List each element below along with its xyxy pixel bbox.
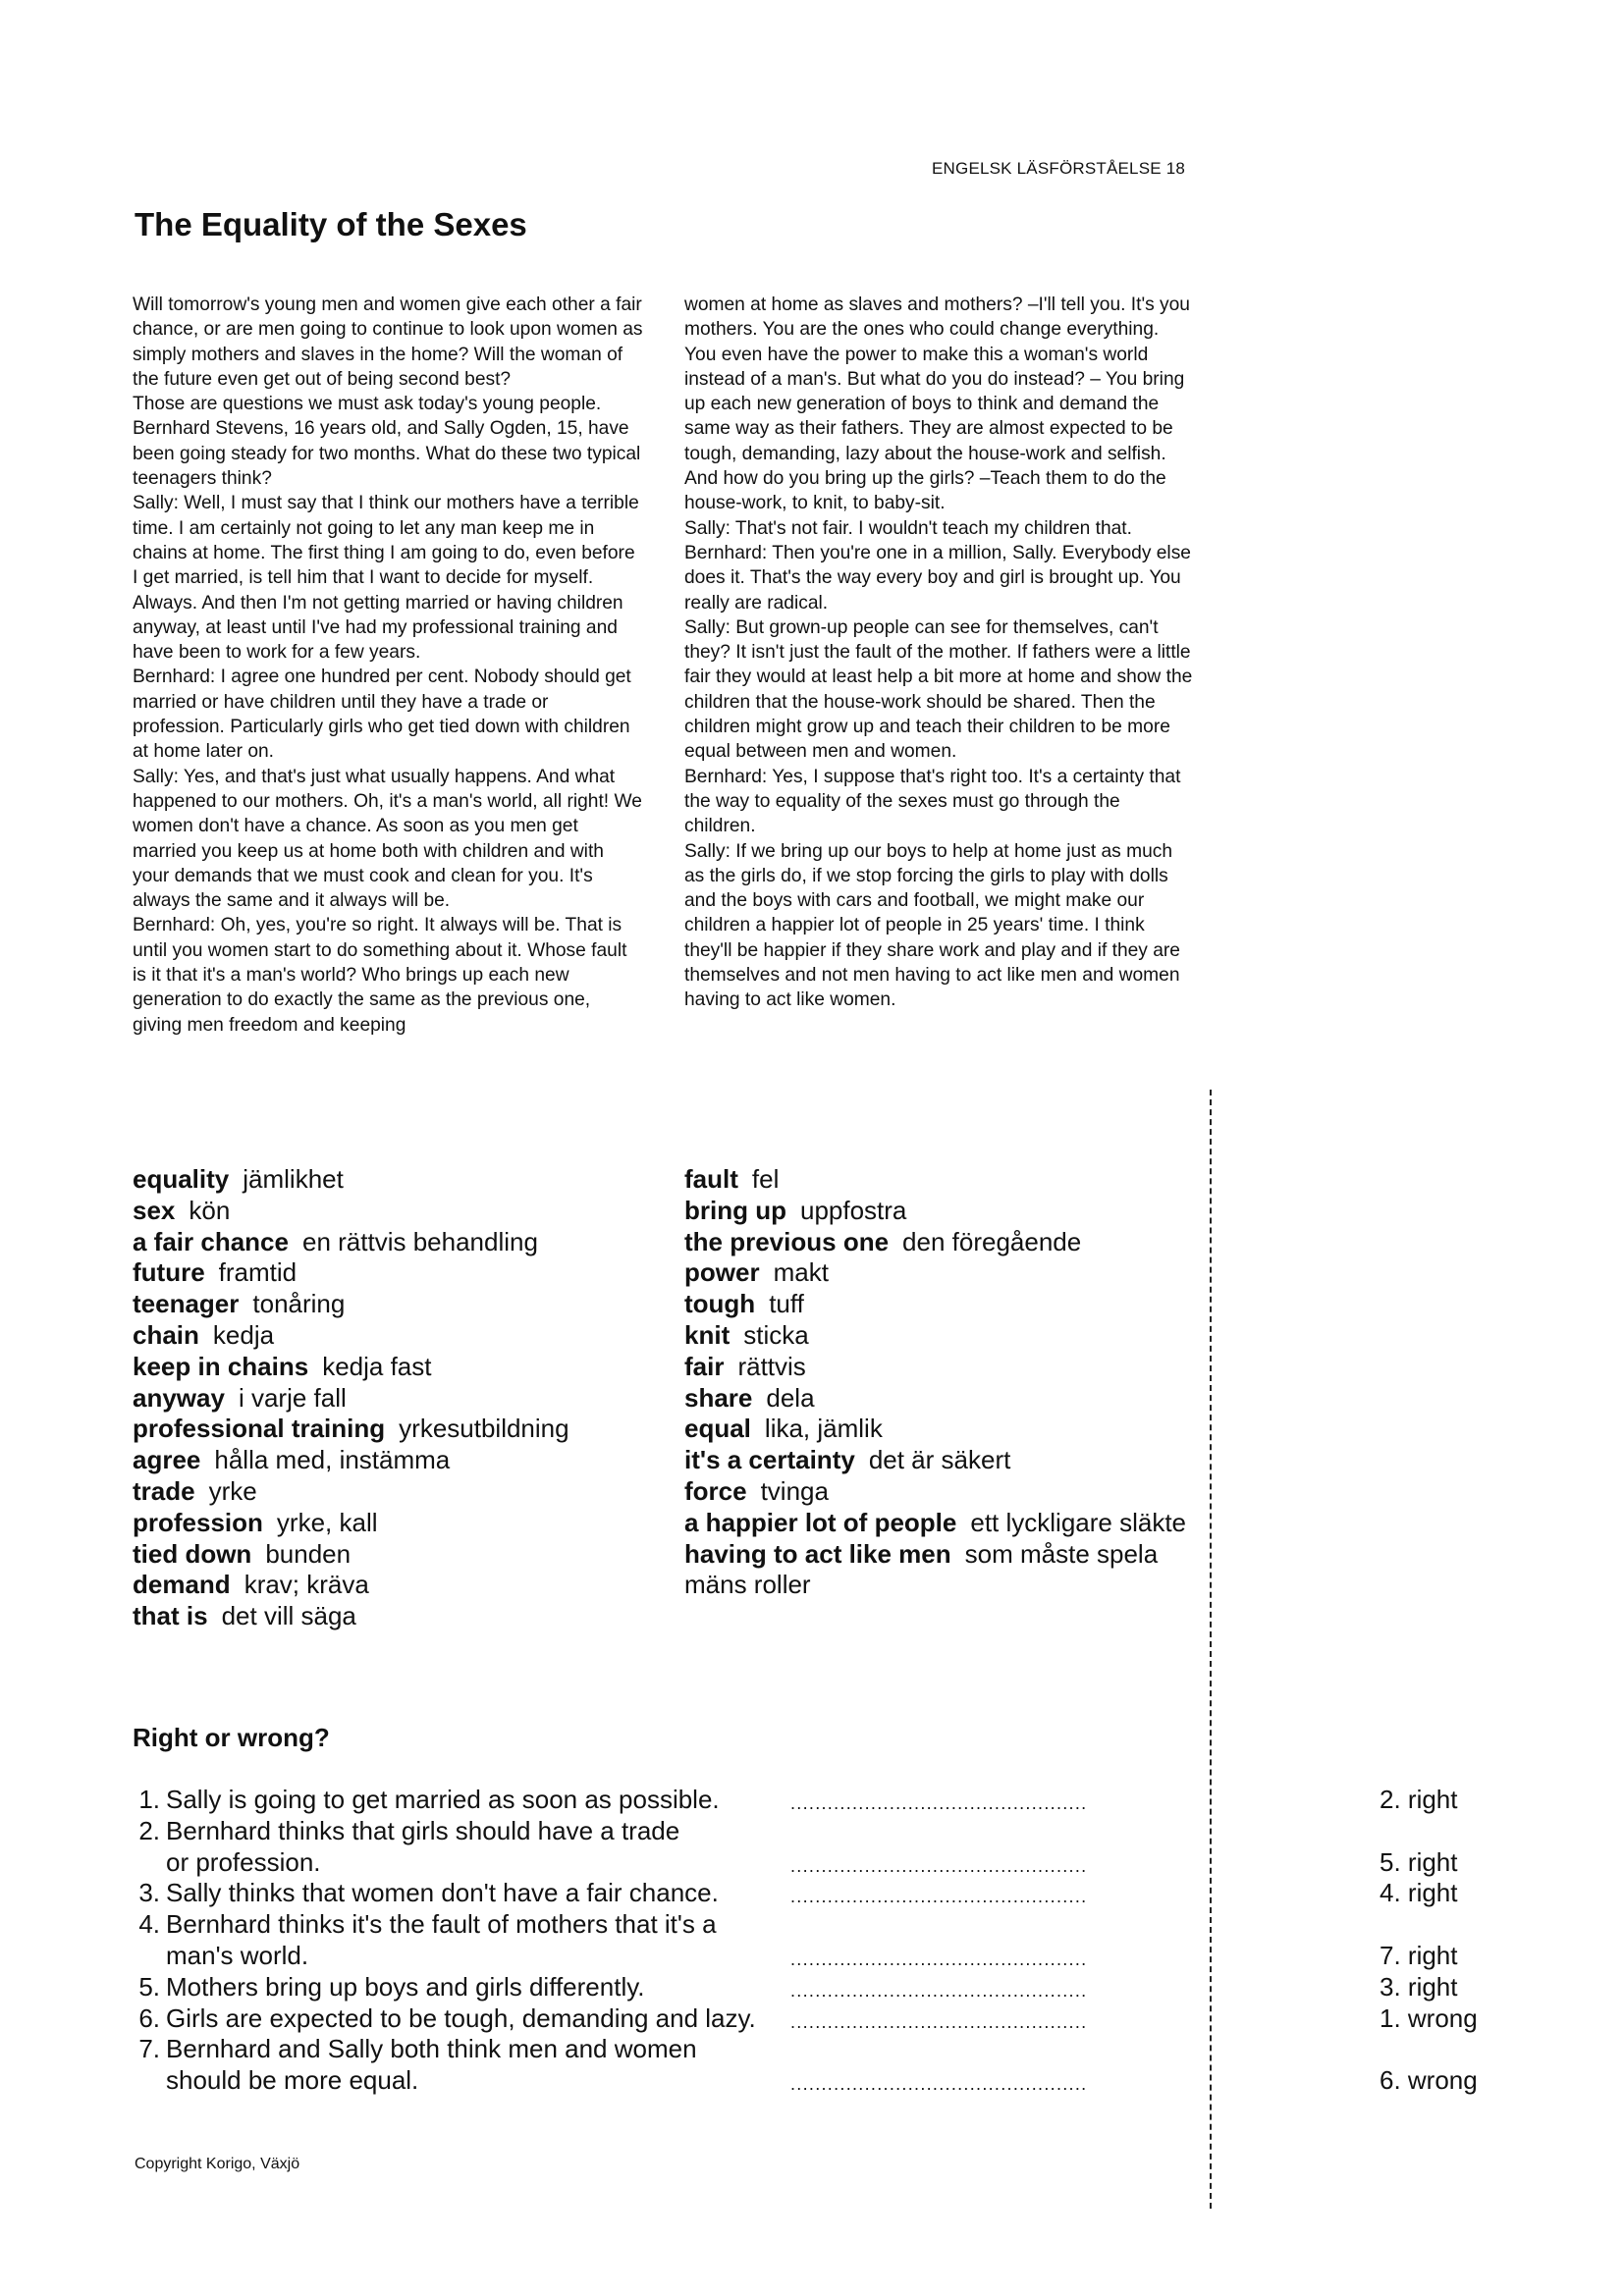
vocab-entry (133, 1508, 663, 1539)
vocab-term: knit (684, 1319, 731, 1350)
vocab-term: the previous one (684, 1226, 890, 1256)
question-text: man's world. (166, 1940, 309, 1970)
question-row (133, 1816, 1488, 1847)
vocab-definition: yrkesutbildning (399, 1414, 569, 1444)
answer-blank[interactable]: ................................................ (790, 1980, 1088, 2001)
question-number: 3. (138, 1878, 160, 1908)
question-row (133, 1847, 1488, 1879)
vocab-entry (133, 1196, 663, 1227)
vocab-term: agree (133, 1445, 201, 1475)
page-header: ENGELSK LÄSFÖRSTÅELSE 18 (932, 159, 1186, 178)
vocab-definition: fel (751, 1164, 780, 1194)
question-row (133, 2003, 1488, 2035)
question-row (133, 2034, 1488, 2065)
paragraph: Sally: But grown-up people can see for themselves, can't they? It isn't just the fault of the mother. If fathers were a little fair they would at least help a bit more at home and show the children that the house-work should be shared. Then the children might grow up and teach their children to be more equal between men and women. (684, 616, 1193, 763)
vocab-entry (133, 1227, 663, 1258)
vocab-definition: dela (766, 1382, 815, 1413)
vocab-definition: sticka (743, 1319, 809, 1350)
answer-blank[interactable]: ................................................ (790, 2074, 1088, 2095)
vocab-term: tough (684, 1289, 756, 1319)
paragraph: Those are questions we must ask today's young people. Bernhard Stevens, 16 years old, and Sally Ogden, 15, have been going steady for two months. What do these two typical teenagers think? (133, 394, 641, 490)
vocab-term: professional training (133, 1414, 386, 1444)
vocab-entry (133, 1383, 663, 1415)
vocab-term: having to act like men (684, 1538, 951, 1569)
vocab-definition: uppfostra (799, 1195, 907, 1225)
vocabulary-list-right (684, 1164, 1215, 1601)
vocab-entry (133, 1164, 663, 1196)
answer-key: 2. right (1380, 1785, 1458, 1814)
vocab-term: demand (133, 1570, 231, 1600)
paragraph: Sally: If we bring up our boys to help at home just as much as the girls do, if we stop forcing the girls to play with dolls and the boys with cars and football, we might make our children a happier lot of people in 25 years' time. I think they'll be happier if they share work and play and if they are themselves and not men having to act like men and women having to act like women. (684, 840, 1180, 1011)
vocab-term: future (133, 1257, 205, 1288)
question-text: Girls are expected to be tough, demanding and lazy. (166, 2002, 756, 2033)
vocab-term: it's a certainty (684, 1445, 855, 1475)
vocab-entry (133, 1570, 663, 1601)
page-title: The Equality of the Sexes (135, 206, 527, 242)
vocab-definition: krav; kräva (244, 1570, 369, 1600)
answer-key: 7. right (1380, 1940, 1458, 1970)
question-row (133, 1878, 1488, 1909)
paragraph: Bernhard: Then you're one in a million, Sally. Everybody else does it. That's the way every boy and girl is brought up. You really are radical. (684, 542, 1191, 614)
vocab-term: tied down (133, 1538, 252, 1569)
vocab-term: profession (133, 1507, 263, 1537)
vocab-term: teenager (133, 1289, 240, 1319)
vocab-entry (684, 1445, 1215, 1476)
vocab-term: equality (133, 1164, 230, 1194)
paragraph: Will tomorrow's young men and women give each other a fair chance, or are men going to continue to look upon women as simply mothers and slaves in the home? Will the woman of the future even get out of being second best? (133, 294, 643, 390)
vocab-definition: i varje fall (238, 1382, 347, 1413)
question-row (133, 1972, 1488, 2003)
vocab-entry (684, 1476, 1215, 1508)
answer-blank[interactable]: ................................................ (790, 1887, 1088, 1907)
vocab-entry (684, 1352, 1215, 1383)
question-row (133, 2065, 1488, 2097)
vocab-entry (684, 1196, 1215, 1227)
vocab-entry (133, 1352, 663, 1383)
vocab-definition: yrke, kall (276, 1507, 378, 1537)
answer-key: 5. right (1380, 1846, 1458, 1877)
vocab-definition: lika, jämlik (764, 1414, 883, 1444)
vocab-term: power (684, 1257, 760, 1288)
vocab-term: equal (684, 1414, 751, 1444)
answer-key: 3. right (1380, 1971, 1458, 2002)
vocab-definition: kedja (212, 1319, 275, 1350)
vocab-entry (684, 1257, 1215, 1289)
vocab-definition: tvinga (760, 1475, 829, 1506)
paragraph: Bernhard: Yes, I suppose that's right too. It's a certainty that the way to equality of the sexes must go through the children. (684, 766, 1181, 837)
question-text: should be more equal. (166, 2065, 419, 2096)
exercise-title: Right or wrong? (133, 1723, 330, 1752)
vocab-term: fault (684, 1164, 738, 1194)
vocab-entry (684, 1320, 1215, 1352)
vocab-definition: bunden (265, 1538, 352, 1569)
answer-key: 1. wrong (1380, 2002, 1478, 2033)
vocab-entry (133, 1289, 663, 1320)
vocab-term: keep in chains (133, 1351, 309, 1381)
vocab-term: anyway (133, 1382, 225, 1413)
article-column-left (133, 293, 643, 1038)
paragraph: Sally: That's not fair. I wouldn't teach my children that. (684, 517, 1132, 539)
vocab-definition: kedja fast (322, 1351, 432, 1381)
question-number: 6. (138, 2002, 160, 2033)
question-number: 4. (138, 1909, 160, 1940)
vocab-entry (684, 1227, 1215, 1258)
question-text: Bernhard thinks it's the fault of mothers that it's a (166, 1909, 717, 1940)
vocab-term: sex (133, 1195, 176, 1225)
vocab-term: bring up (684, 1195, 786, 1225)
vocab-entry (684, 1289, 1215, 1320)
vocab-definition: det är säkert (868, 1445, 1011, 1475)
vocab-definition: tonåring (252, 1289, 346, 1319)
vocab-definition: ett lyckligare släkte (970, 1507, 1187, 1537)
question-row (133, 1909, 1488, 1941)
question-text: Bernhard thinks that girls should have a trade (166, 1815, 680, 1845)
vocab-definition: yrke (208, 1475, 257, 1506)
vocab-definition: hålla med, instämma (214, 1445, 451, 1475)
question-text: Sally thinks that women don't have a fair chance. (166, 1878, 719, 1908)
vocab-definition: rättvis (737, 1351, 806, 1381)
paragraph: women at home as slaves and mothers? –I'll tell you. It's you mothers. You are the ones who could change everything. You even have the power to make this a woman's world instead of a man's. But what do you do instead? – You bring up each new generation of boys to think and demand the same way as their fathers. They are almost expected to be tough, demanding, lazy about the house-work and selfish. And how do you bring up the girls? –Teach them to do the house-work, to knit, to baby-sit. (684, 294, 1190, 514)
vocabulary-list-left (133, 1164, 663, 1632)
vocab-term: force (684, 1475, 747, 1506)
paragraph: Sally: Yes, and that's just what usually happens. And what happened to our mothers. Oh, it's a man's world, all right! We women don't have a chance. As soon as you men get married you keep us at home both with children and with your demands that we must cook and clean for you. It's always the same and it always will be. (133, 766, 642, 912)
question-row (133, 1941, 1488, 1972)
vocab-entry (133, 1320, 663, 1352)
vocab-term: fair (684, 1351, 725, 1381)
vocab-definition: tuff (769, 1289, 804, 1319)
vocab-definition: den föregående (902, 1226, 1082, 1256)
vocab-definition: det vill säga (221, 1601, 356, 1631)
vocab-entry (133, 1601, 663, 1632)
vocab-term: a happier lot of people (684, 1507, 957, 1537)
answer-blank[interactable]: ................................................ (790, 1855, 1088, 1876)
question-number: 7. (138, 2034, 160, 2064)
question-text: Bernhard and Sally both think men and women (166, 2034, 697, 2064)
question-number: 1. (138, 1785, 160, 1814)
vocab-entry (684, 1539, 1215, 1602)
question-text: Mothers bring up boys and girls differently. (166, 1971, 645, 2002)
answer-blank[interactable]: ................................................ (790, 1949, 1088, 1969)
exercise-questions (133, 1785, 1488, 2097)
paragraph: Bernhard: I agree one hundred per cent. Nobody should get married or have children until they have a trade or profession. Particularly girls who get tied down with children at home later on. (133, 667, 631, 763)
paragraph: Sally: Well, I must say that I think our mothers have a terrible time. I am certainly not going to let any man keep me in chains at home. The first thing I am going to do, even before I get married, is tell him that I want to decide for myself. Always. And then I'm not getting married or having children anyway, at least until I've had my professional training and have been to work for a few years. (133, 493, 639, 664)
answer-blank[interactable]: ................................................ (790, 1793, 1088, 1813)
question-text: Sally is going to get married as soon as possible. (166, 1785, 720, 1814)
answer-key: 6. wrong (1380, 2065, 1478, 2096)
question-text: or profession. (166, 1846, 321, 1877)
vocab-definition: kön (189, 1195, 231, 1225)
question-number: 2. (138, 1815, 160, 1845)
vocab-definition: en rättvis behandling (301, 1226, 538, 1256)
vocab-entry (133, 1414, 663, 1445)
vocab-definition: som måste spela mäns roller (684, 1538, 1159, 1600)
vocab-entry (684, 1383, 1215, 1415)
copyright-footer: Copyright Korigo, Växjö (135, 2156, 300, 2172)
vocab-term: a fair chance (133, 1226, 289, 1256)
vocab-definition: makt (773, 1257, 829, 1288)
vocab-term: that is (133, 1601, 208, 1631)
paragraph: Bernhard: Oh, yes, you're so right. It always will be. That is until you women start to do something about it. Whose fault is it that it's a man's world? Who brings up each new generation to do exactly the same as the previous one, giving men freedom and keeping (133, 915, 627, 1036)
vocab-definition: framtid (218, 1257, 298, 1288)
vocab-term: trade (133, 1475, 195, 1506)
question-number: 5. (138, 1971, 160, 2002)
vocab-definition: jämlikhet (243, 1164, 344, 1194)
answer-key: 4. right (1380, 1878, 1458, 1908)
question-row (133, 1785, 1488, 1816)
answer-blank[interactable]: ................................................ (790, 2011, 1088, 2032)
vocab-entry (684, 1414, 1215, 1445)
vocab-entry (133, 1476, 663, 1508)
vocab-entry (684, 1164, 1215, 1196)
vocab-entry (133, 1257, 663, 1289)
vocab-term: chain (133, 1319, 199, 1350)
vocab-entry (133, 1445, 663, 1476)
vocab-entry (133, 1539, 663, 1571)
vocab-entry (684, 1508, 1215, 1539)
article-column-right (684, 293, 1195, 1013)
vocab-term: share (684, 1382, 753, 1413)
